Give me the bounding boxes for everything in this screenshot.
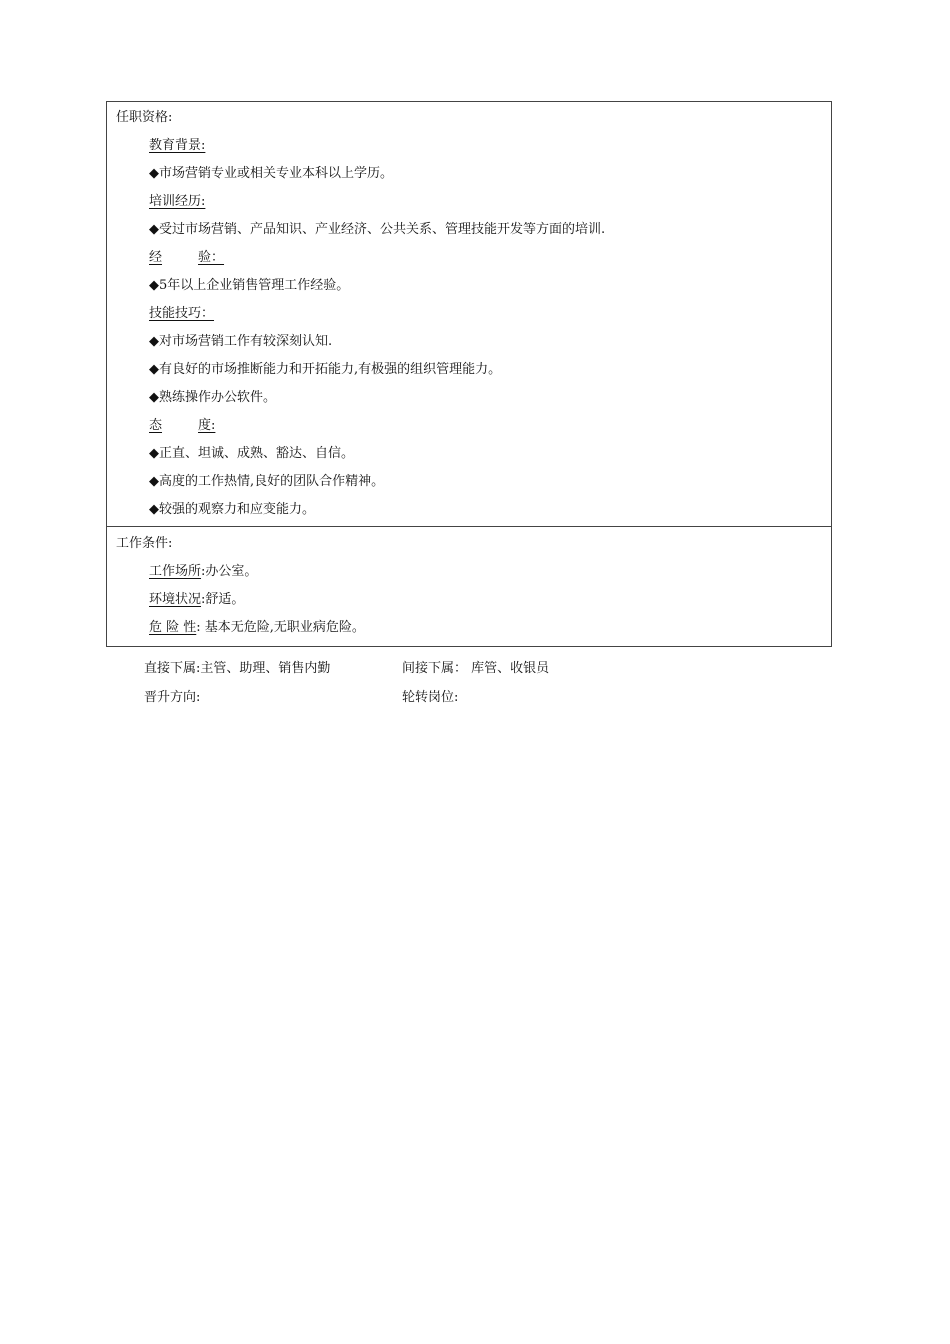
experience-label-part-a: 经 — [149, 250, 163, 265]
education-item: ◆市场营销专业或相关专业本科以上学历。 — [149, 166, 393, 181]
experience-label — [149, 250, 224, 266]
danger-row — [149, 620, 365, 636]
attitude-label — [149, 418, 215, 434]
environment-row — [149, 592, 244, 608]
direct-subordinates: 直接下属:主管、助理、销售内勤 — [144, 661, 331, 676]
education-label: 教育背景: — [149, 138, 206, 153]
attitude-label-part-b: 度: — [198, 418, 216, 433]
attitude-label-part-a: 态 — [149, 418, 163, 433]
danger-label: 危 险 性 — [149, 620, 197, 635]
experience-label-part-b: 验： — [198, 250, 225, 265]
skills-item: ◆有良好的市场推断能力和开拓能力,有极强的组织管理能力。 — [149, 362, 502, 377]
experience-item: ◆5年以上企业销售管理工作经验。 — [149, 278, 350, 293]
skills-item: ◆熟练操作办公软件。 — [149, 390, 276, 405]
environment-value: :舒适。 — [201, 592, 245, 607]
indirect-subordinates: 间接下属： 库管、收银员 — [402, 661, 550, 676]
rotation-position: 轮转岗位: — [402, 690, 459, 705]
training-label: 培训经历: — [149, 194, 206, 209]
attitude-item: ◆高度的工作热情,良好的团队合作精神。 — [149, 474, 385, 489]
conditions-section — [106, 526, 832, 647]
attitude-item: ◆正直、坦诚、成熟、豁达、自信。 — [149, 446, 354, 461]
workplace-row — [149, 564, 257, 580]
conditions-title: 工作条件: — [116, 536, 173, 551]
danger-value: : 基本无危险,无职业病危险。 — [196, 620, 365, 635]
skills-item: ◆对市场营销工作有较深刻认知. — [149, 334, 333, 349]
attitude-item: ◆较强的观察力和应变能力。 — [149, 502, 315, 517]
qualifications-title: 任职资格: — [116, 110, 173, 125]
promotion-direction: 晋升方向: — [144, 690, 201, 705]
workplace-label: 工作场所 — [149, 564, 202, 579]
workplace-value: :办公室。 — [201, 564, 258, 579]
training-item: ◆受过市场营销、产品知识、产业经济、公共关系、管理技能开发等方面的培训. — [149, 222, 606, 237]
qualifications-section — [106, 101, 832, 527]
skills-label: 技能技巧： — [149, 306, 215, 321]
environment-label: 环境状况 — [149, 592, 202, 607]
